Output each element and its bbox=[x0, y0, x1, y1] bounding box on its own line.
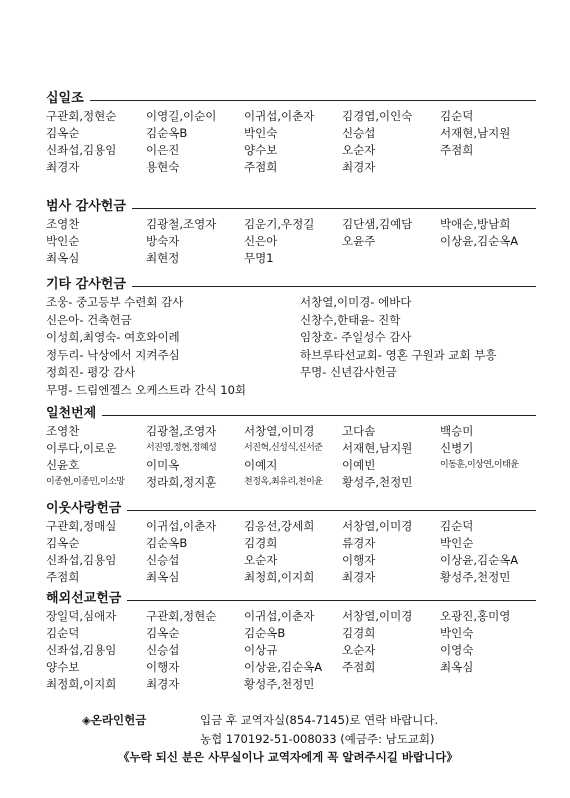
name-cell: 신은아 bbox=[244, 234, 278, 248]
dedication-entry: 서창열,이미경- 에바다 bbox=[300, 295, 412, 309]
name-cell: 최옥심 bbox=[46, 251, 80, 265]
name-cell: 김운기,우정길 bbox=[244, 217, 315, 231]
name-cell: 이루다,이로운 bbox=[46, 441, 117, 455]
name-cell: 이상규 bbox=[244, 643, 278, 657]
name-cell: 오순자 bbox=[244, 553, 278, 567]
name-cell: 양수보 bbox=[46, 660, 80, 674]
dedication-entry: 정두리- 낙상에서 지켜주심 bbox=[46, 347, 180, 362]
name-cell: 이동훈,이상연,이태윤 bbox=[440, 460, 519, 470]
name-grid bbox=[46, 216, 536, 267]
section-title: 이웃사랑헌금 bbox=[46, 501, 127, 516]
name-cell: 서창열,이미경 bbox=[342, 519, 413, 533]
name-cell: 김응선,강세희 bbox=[244, 519, 315, 533]
name-cell: 최경자 bbox=[342, 160, 376, 174]
dedication-entry: 신창수,한태윤- 진학 bbox=[300, 312, 401, 327]
name-cell: 김단샘,김예담 bbox=[342, 217, 413, 231]
name-cell: 이행자 bbox=[342, 553, 376, 567]
omission-notice: 《누락 되신 분은 사무실이나 교역자에게 꼭 알려주시길 바랍니다》 bbox=[118, 750, 458, 764]
name-cell: 김순옥B bbox=[244, 626, 286, 640]
dedication-entry: 이성희,최영숙- 여호와이레 bbox=[46, 330, 180, 344]
name-cell bbox=[342, 676, 440, 693]
name-cell: 최정희,이지희 bbox=[46, 677, 117, 691]
name-cell: 김광철,조영자 bbox=[146, 424, 217, 438]
name-cell: 주점희 bbox=[440, 143, 474, 157]
name-cell: 최경자 bbox=[342, 570, 376, 584]
name-cell: 최경자 bbox=[46, 160, 80, 174]
name-cell: 박애순,방남희 bbox=[440, 217, 511, 231]
name-cell bbox=[342, 250, 440, 267]
section-title-bar bbox=[46, 198, 536, 216]
name-cell: 조영찬 bbox=[46, 424, 80, 438]
name-cell: 고다솜 bbox=[342, 424, 376, 438]
section-overseas-mission bbox=[46, 590, 536, 693]
name-cell: 서진혁,신성식,신서준 bbox=[244, 443, 323, 453]
name-cell: 구관회,정현순 bbox=[146, 609, 217, 623]
name-cell: 김경희 bbox=[342, 626, 376, 640]
name-cell: 최현정 bbox=[146, 251, 180, 265]
name-grid bbox=[46, 608, 536, 693]
name-cell: 오광진,홍미영 bbox=[440, 609, 511, 623]
name-cell: 정라희,정지훈 bbox=[146, 475, 217, 489]
name-cell bbox=[440, 474, 536, 491]
name-cell: 주점희 bbox=[46, 570, 80, 584]
section-neighbor-love bbox=[46, 500, 536, 586]
section-title: 기타 감사헌금 bbox=[46, 277, 132, 292]
name-cell: 박인순 bbox=[440, 536, 474, 550]
name-cell: 서재현,남지원 bbox=[440, 126, 511, 140]
name-cell: 신좌섭,김용임 bbox=[46, 553, 117, 567]
bank-account: 농협 170192-51-008033 (예금주: 남도교회) bbox=[200, 732, 435, 746]
dedication-entry bbox=[300, 382, 536, 400]
name-cell: 방숙자 bbox=[146, 234, 180, 248]
name-cell: 무명1 bbox=[244, 251, 274, 265]
name-cell: 김순덕 bbox=[46, 626, 80, 640]
section-title: 일천번제 bbox=[46, 406, 102, 421]
divider bbox=[46, 100, 536, 101]
name-cell: 이상윤,김순옥A bbox=[244, 660, 323, 674]
name-cell: 이귀섭,이춘자 bbox=[244, 109, 315, 123]
name-cell: 용현숙 bbox=[146, 160, 180, 174]
name-cell: 오순자 bbox=[342, 143, 376, 157]
name-cell: 백승미 bbox=[440, 424, 474, 438]
name-grid bbox=[46, 108, 536, 176]
contact-note: 입금 후 교역자실(854-7145)로 연락 바랍니다. bbox=[200, 713, 439, 727]
name-cell: 이행자 bbox=[146, 660, 180, 674]
name-cell: 장일덕,심애자 bbox=[46, 609, 117, 623]
name-cell: 김경희 bbox=[244, 536, 278, 550]
name-cell: 황성주,천정민 bbox=[440, 570, 511, 584]
name-cell: 최옥심 bbox=[440, 660, 474, 674]
section-thousand-offering bbox=[46, 405, 536, 491]
dedication-entry: 임창호- 주일성수 감사 bbox=[300, 330, 412, 344]
name-cell: 조영찬 bbox=[46, 217, 80, 231]
name-cell: 신승섭 bbox=[342, 126, 376, 140]
name-cell bbox=[440, 159, 536, 176]
name-cell: 서재현,남지원 bbox=[342, 441, 413, 455]
name-cell: 이귀섭,이춘자 bbox=[244, 609, 315, 623]
section-tithe bbox=[46, 90, 536, 176]
name-cell: 양수보 bbox=[244, 143, 278, 157]
section-title: 십일조 bbox=[46, 91, 90, 106]
section-title-bar bbox=[46, 590, 536, 608]
dedication-entry: 하브루타선교회- 영혼 구원과 교회 부흥 bbox=[300, 347, 497, 362]
name-cell: 황성주,천정민 bbox=[342, 475, 413, 489]
name-cell: 김옥순 bbox=[46, 536, 80, 550]
name-cell: 신승섭 bbox=[146, 553, 180, 567]
section-general-thanks bbox=[46, 198, 536, 267]
name-cell: 김순덕 bbox=[440, 109, 474, 123]
name-cell: 이은진 bbox=[146, 143, 180, 157]
name-cell: 김광철,조영자 bbox=[146, 217, 217, 231]
section-title: 해외선교헌금 bbox=[46, 591, 127, 606]
name-cell: 오순자 bbox=[342, 643, 376, 657]
name-grid bbox=[46, 423, 536, 491]
name-cell: 신윤호 bbox=[46, 458, 80, 472]
name-cell: 김옥순 bbox=[146, 626, 180, 640]
name-cell: 이미옥 bbox=[146, 458, 180, 472]
name-cell: 최청희,이지희 bbox=[244, 570, 315, 584]
name-cell: 서창열,이미경 bbox=[244, 424, 315, 438]
name-cell: 신병기 bbox=[440, 441, 474, 455]
name-cell: 최경자 bbox=[146, 677, 180, 691]
name-cell: 황성주,천정민 bbox=[244, 677, 315, 691]
name-cell: 주점희 bbox=[342, 660, 376, 674]
name-cell: 최옥심 bbox=[146, 570, 180, 584]
name-cell bbox=[440, 250, 536, 267]
section-title-bar bbox=[46, 405, 536, 423]
name-cell: 박인숙 bbox=[440, 626, 474, 640]
section-title-bar bbox=[46, 500, 536, 518]
section-title-bar bbox=[46, 90, 536, 108]
name-cell: 이영숙 bbox=[440, 643, 474, 657]
name-cell: 신좌섭,김용임 bbox=[46, 643, 117, 657]
name-cell: 이예빈 bbox=[342, 458, 376, 472]
name-cell: 천정옥,최유리,천이윤 bbox=[244, 477, 323, 487]
dedication-entry: 조웅- 중고등부 수련회 감사 bbox=[46, 295, 184, 309]
name-cell: 김옥순 bbox=[46, 126, 80, 140]
dedication-entry: 무명- 신년감사헌금 bbox=[300, 365, 397, 379]
name-cell: 박인순 bbox=[46, 234, 80, 248]
name-cell: 신좌섭,김용임 bbox=[46, 143, 117, 157]
name-cell: 이상윤,김순옥A bbox=[440, 553, 519, 567]
name-cell: 이귀섭,이춘자 bbox=[146, 519, 217, 533]
name-cell: 서창열,이미경 bbox=[342, 609, 413, 623]
dedication-entry: 신은아- 건축헌금 bbox=[46, 312, 132, 327]
name-cell: 김순옥B bbox=[146, 536, 188, 550]
name-grid bbox=[46, 518, 536, 586]
name-cell: 이상윤,김순옥A bbox=[440, 234, 519, 248]
name-cell: 구관회,정매실 bbox=[46, 519, 117, 533]
dedication-entry: 무명- 드림엔젤스 오케스트라 간식 10회 bbox=[46, 382, 247, 397]
name-cell: 이영길,이순이 bbox=[146, 109, 217, 123]
online-offering-label: ◈온라인헌금 bbox=[82, 713, 147, 727]
name-cell: 이종현,이종민,이소망 bbox=[46, 477, 125, 487]
section-other-thanks bbox=[46, 276, 536, 399]
name-cell: 김순덕 bbox=[440, 519, 474, 533]
divider bbox=[46, 415, 536, 416]
section-title: 범사 감사헌금 bbox=[46, 199, 132, 214]
name-cell: 주점희 bbox=[244, 160, 278, 174]
name-cell: 박인숙 bbox=[244, 126, 278, 140]
name-cell bbox=[440, 676, 536, 693]
name-cell: 류경자 bbox=[342, 536, 376, 550]
dedication-entry: 정희진- 평강 감사 bbox=[46, 365, 136, 379]
name-cell: 오윤주 bbox=[342, 234, 376, 248]
name-cell: 김경엽,이인숙 bbox=[342, 109, 413, 123]
name-cell: 구관회,정현순 bbox=[46, 109, 117, 123]
name-cell: 신승섭 bbox=[146, 643, 180, 657]
section-title-bar bbox=[46, 276, 536, 294]
name-cell: 김순옥B bbox=[146, 126, 188, 140]
name-cell: 이예지 bbox=[244, 458, 278, 472]
dedication-grid bbox=[46, 294, 536, 399]
name-cell: 서진영,정현,정혜성 bbox=[146, 443, 217, 453]
